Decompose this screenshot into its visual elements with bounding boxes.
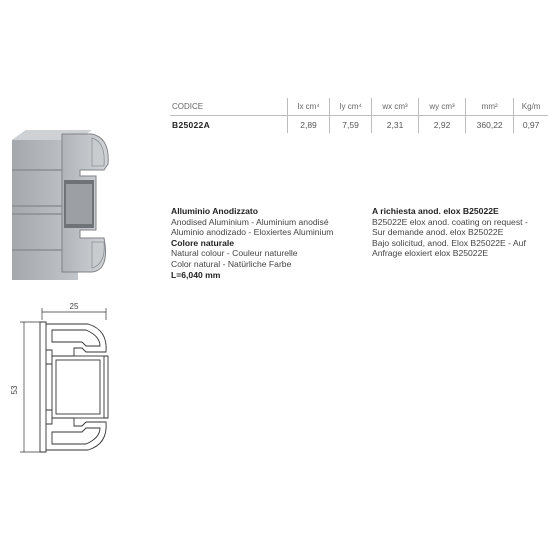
anodizing-title: A richiesta anod. elox B25022E — [372, 206, 499, 216]
profile-product-image — [0, 120, 125, 285]
value-weight: 0,97 — [514, 116, 548, 134]
value-iy: 7,59 — [330, 116, 372, 134]
width-dimension — [42, 302, 106, 320]
width-dimension-label: 25 — [69, 302, 79, 311]
profile-section-drawing — [0, 290, 160, 470]
header-wx: wx cm³ — [372, 98, 419, 116]
length-label: L=6,040 mm — [171, 269, 221, 280]
header-iy: Iy cm⁴ — [330, 98, 372, 116]
height-dimension-label: 53 — [10, 385, 19, 395]
spec-table-value-row — [170, 116, 548, 134]
value-wy: 2,92 — [419, 116, 466, 134]
spec-table-header-row — [170, 98, 548, 116]
height-dimension — [10, 322, 40, 452]
material-line: Anodised Aluminium - Aluminium anodisé — [171, 216, 329, 227]
header-wy: wy cm³ — [419, 98, 466, 116]
anodizing-line: B25022E elox anod. coating on request - — [372, 216, 528, 227]
value-area: 360,22 — [466, 116, 514, 134]
color-title: Colore naturale — [171, 237, 235, 248]
value-wx: 2,31 — [372, 116, 419, 134]
color-line: Color natural - Natürliche Farbe — [171, 258, 292, 269]
value-ix: 2,89 — [288, 116, 330, 134]
anodizing-line: Bajo solicitud, anod. Elox B25022E - Auf — [372, 237, 526, 248]
header-area: mm² — [466, 98, 514, 116]
header-ix: Ix cm⁴ — [288, 98, 330, 116]
header-codice: CODICE — [170, 98, 288, 116]
color-line: Natural colour - Couleur naturelle — [171, 248, 298, 259]
anodizing-line: Anfrage eloxiert elox B25022E — [372, 248, 489, 259]
header-weight: Kg/m — [514, 98, 548, 116]
material-line: Aluminio anodizado - Eloxiertes Aluminium — [171, 227, 334, 238]
material-title: Alluminio Anodizzato — [171, 206, 259, 216]
material-description — [171, 206, 366, 280]
product-code: B25022A — [172, 119, 211, 130]
spec-table — [170, 98, 548, 133]
section-outline — [40, 322, 108, 452]
anodizing-line: Sur demande anod. elox B25022E — [372, 227, 504, 238]
anodizing-description — [372, 206, 550, 259]
